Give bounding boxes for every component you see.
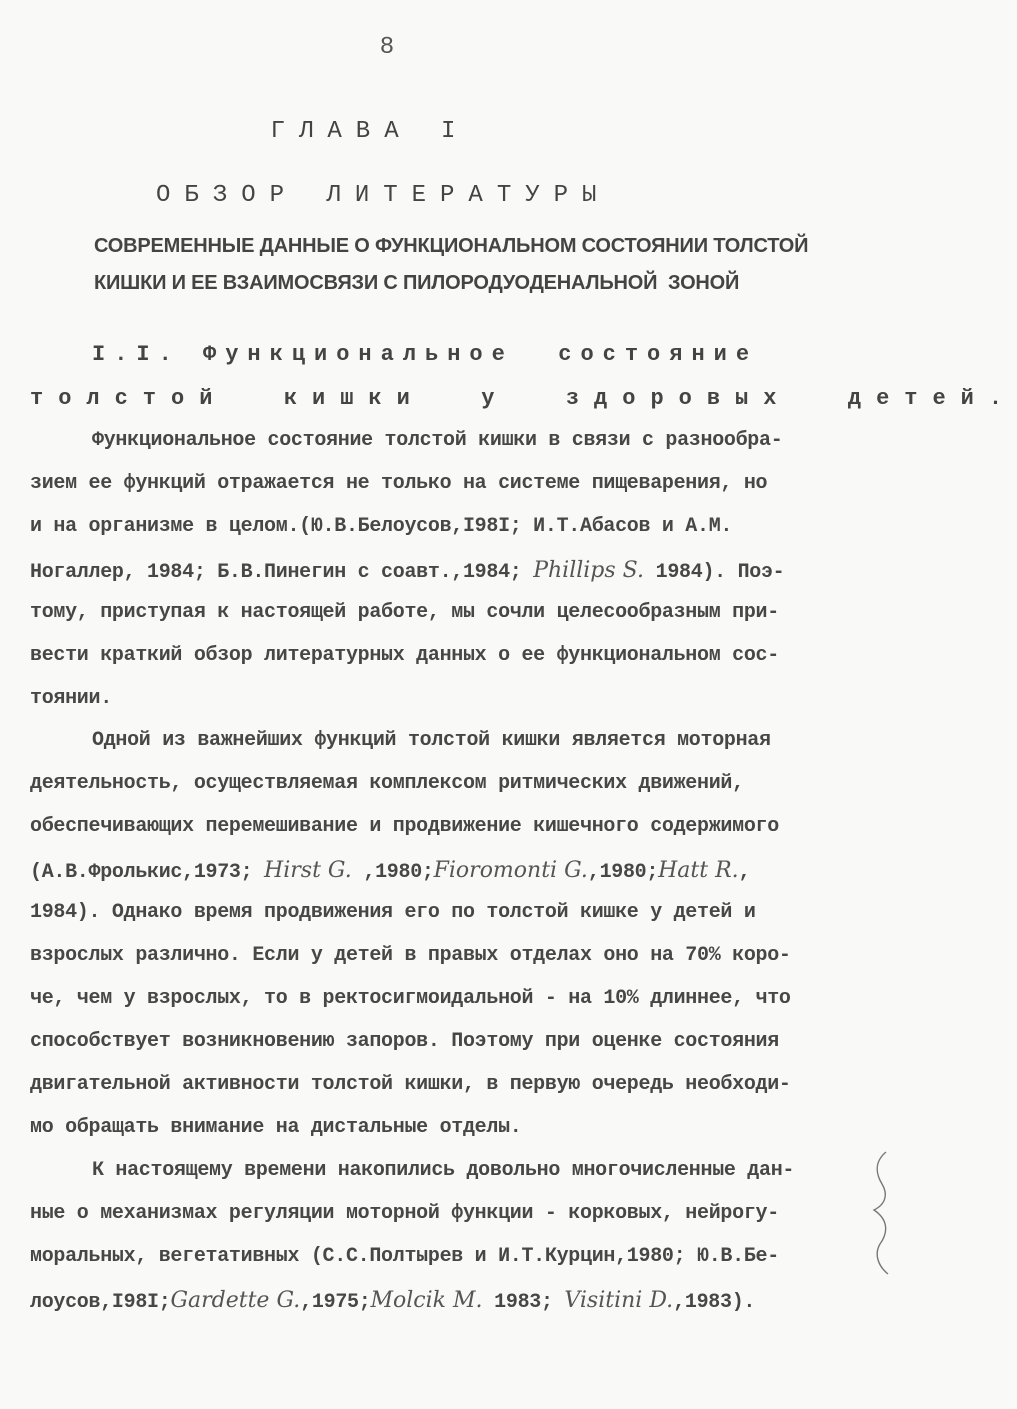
p1-line-6: вести краткий обзор литературных данных о ее функциональном сос- <box>30 644 779 667</box>
handwritten-citation: Gardette G. <box>170 1288 301 1313</box>
handwritten-citation: Visitini D. <box>564 1288 674 1313</box>
handwritten-citation: Hatt R. <box>658 858 739 883</box>
handwritten-citation: Phillips S. <box>533 558 644 583</box>
p3-line-1: К настоящему времени накопились довольно многочисленные дан- <box>92 1159 795 1182</box>
p2-line-8: способствует возникновению запоров. Поэтому при оценке состояния <box>30 1030 779 1053</box>
p1-line-5: тому, приступая к настоящей работе, мы сочли целесообразным при- <box>30 601 779 624</box>
p1-line-2: зием ее функций отражается не только на системе пищеварения, но <box>30 472 768 495</box>
page-number: 8 <box>379 34 395 61</box>
p1-line-7: тоянии. <box>30 687 112 710</box>
p2-line-10: мо обращать внимание на дистальные отделы. <box>30 1116 522 1139</box>
p2-line-1: Одной из важнейших функций толстой кишки является моторная <box>92 729 771 752</box>
p2-line-6: взрослых различно. Если у детей в правых отделах оно на 70% коро- <box>30 944 791 967</box>
p2-line-4: (А.В.Фролькис,1973; Hirst G. ,1980;Fioromonti G.,1980;Hatt R., <box>30 858 751 884</box>
p2-line-7: че, чем у взрослых, то в ректосигмоидальной - на 10% длиннее, что <box>30 987 791 1010</box>
section-title: ОБЗОР ЛИТЕРАТУРЫ <box>156 182 611 209</box>
chapter-heading: ГЛАВА I <box>270 118 470 145</box>
p1-line-1: Функциональное состояние толстой кишки в связи с разнообра- <box>92 429 783 452</box>
p1-line-4: Ногаллер, 1984; Б.В.Пинегин с соавт.,1984; Phillips S. 1984). Поэ- <box>30 558 785 584</box>
p1-line-3: и на организме в целом.(Ю.В.Белоусов,I98I; И.Т.Абасов и А.М. <box>30 515 733 538</box>
handwritten-citation: Hirst G. <box>264 858 352 883</box>
p3-line-3: моральных, вегетативных (С.С.Полтырев и И.Т.Курцин,1980; Ю.В.Бе- <box>30 1245 779 1268</box>
p3-line-4: лоусов,I98I;Gardette G.,1975;Molcik M. 1983; Visitini D.,1983). <box>30 1288 756 1314</box>
p2-line-3: обеспечивающих перемешивание и продвижение кишечного содержимого <box>30 815 779 838</box>
p2-line-9: двигательной активности толстой кишки, в первую очередь необходи- <box>30 1073 791 1096</box>
handwritten-citation: Molcik M. <box>370 1288 483 1313</box>
p3-line-2: ные о механизмах регуляции моторной функции - корковых, нейрогу- <box>30 1202 779 1225</box>
section-heading-line-1: I.I. Функциональное состояние <box>92 342 759 367</box>
section-heading-line-2: толстой кишки у здоровых детей. <box>30 386 1017 411</box>
p2-line-2: деятельность, осуществляемая комплексом ритмических движений, <box>30 772 744 795</box>
subtitle-line-2: КИШКИ И ЕЕ ВЗАИМОСВЯЗИ С ПИЛОРОДУОДЕНАЛЬНОЙ ЗОНОЙ <box>94 272 740 294</box>
margin-brace-mark <box>868 1148 898 1278</box>
subtitle-line-1: СОВРЕМЕННЫЕ ДАННЫЕ О ФУНКЦИОНАЛЬНОМ СОСТОЯНИИ ТОЛСТОЙ <box>94 235 809 257</box>
handwritten-citation: Fioromonti G. <box>433 858 588 883</box>
p2-line-5: 1984). Однако время продвижения его по толстой кишке у детей и <box>30 901 756 924</box>
